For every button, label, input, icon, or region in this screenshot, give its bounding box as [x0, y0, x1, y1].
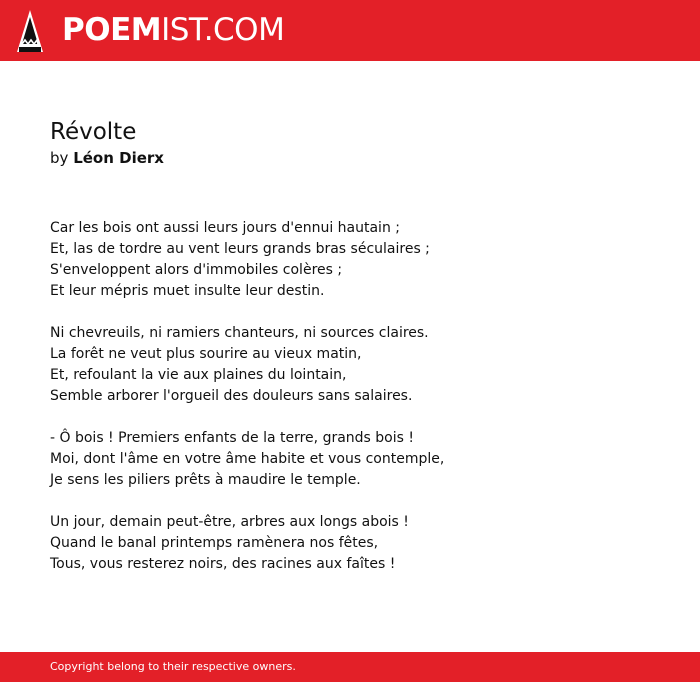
site-logo-text[interactable]	[62, 11, 284, 49]
poem-line: Car les bois ont aussi leurs jours d'ennui hautain ;	[50, 220, 400, 236]
poem-line: Et, las de tordre au vent leurs grands bras séculaires ;	[50, 241, 430, 257]
poem-title: Révolte	[50, 119, 137, 145]
poem-content	[50, 118, 670, 596]
pencil-logo-icon[interactable]	[17, 10, 43, 52]
logo-text-light: IST.COM	[161, 12, 285, 48]
logo-text-bold: POEM	[62, 12, 162, 48]
poem-line: Semble arborer l'orgueil des douleurs sans salaires.	[50, 388, 413, 404]
poem-line: Moi, dont l'âme en votre âme habite et vous contemple,	[50, 451, 445, 467]
by-label: by	[50, 149, 69, 167]
poem-body	[50, 218, 670, 575]
poem-line: S'enveloppent alors d'immobiles colères ;	[50, 262, 343, 278]
stanza-4	[50, 512, 670, 575]
poem-line: Tous, vous resterez noirs, des racines aux faîtes !	[50, 556, 396, 572]
poem-line: - Ô bois ! Premiers enfants de la terre, grands bois !	[50, 430, 414, 446]
poem-line: Et leur mépris muet insulte leur destin.	[50, 283, 325, 299]
poem-line: Quand le banal printemps ramènera nos fêtes,	[50, 535, 379, 551]
poem-byline	[50, 147, 670, 169]
stanza-1	[50, 218, 670, 302]
poem-line: Et, refoulant la vie aux plaines du lointain,	[50, 367, 347, 383]
poem-author: Léon Dierx	[73, 149, 164, 167]
poem-line: Un jour, demain peut-être, arbres aux longs abois !	[50, 514, 409, 530]
copyright-text: Copyright belong to their respective owners.	[50, 660, 296, 673]
stanza-3	[50, 428, 670, 491]
poem-line: Je sens les piliers prêts à maudire le temple.	[50, 472, 361, 488]
poem-line: Ni chevreuils, ni ramiers chanteurs, ni sources claires.	[50, 325, 429, 341]
site-header	[0, 0, 700, 61]
poem-line: La forêt ne veut plus sourire au vieux matin,	[50, 346, 362, 362]
stanza-2	[50, 323, 670, 407]
site-footer	[0, 652, 700, 682]
